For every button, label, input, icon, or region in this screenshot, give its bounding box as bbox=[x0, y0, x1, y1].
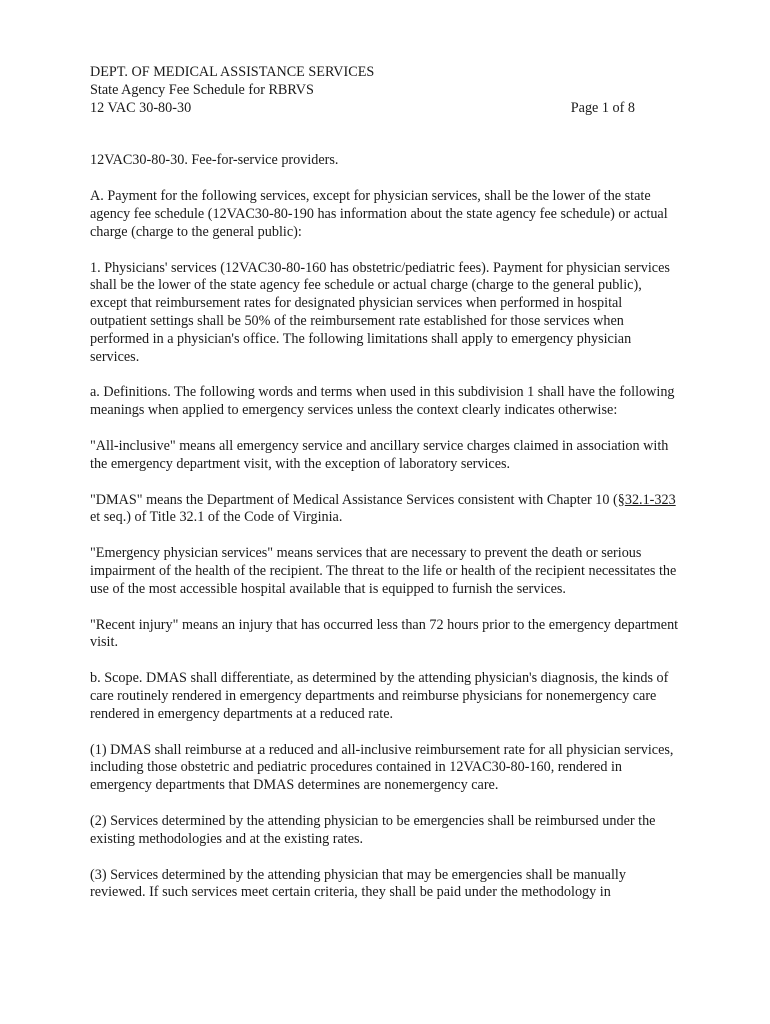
paragraph-emergency-services: "Emergency physician services" means services that are necessary to prevent the death or serious impairment of the health of the recipient. The threat to the life or health of the recipient necessitates the use of the most accessible hospital available that is equipped to furnish the services. bbox=[90, 545, 677, 597]
dmas-text-after: et seq.) of Title 32.1 of the Code of Virginia. bbox=[90, 509, 343, 526]
code-section-link[interactable]: 32.1-323 bbox=[624, 491, 676, 508]
section-title: 12VAC30-80-30. Fee-for-service providers. bbox=[90, 152, 339, 169]
header-department: DEPT. OF MEDICAL ASSISTANCE SERVICES bbox=[90, 64, 375, 80]
paragraph-a: A. Payment for the following services, except for physician services, shall be the lower of the state agency fee schedule (12VAC30-80-190 has information about the state agency fee schedule) or actual charge (charge to the general public): bbox=[90, 188, 668, 240]
paragraph-dmas bbox=[90, 492, 680, 528]
paragraph-definitions: a. Definitions. The following words and terms when used in this subdivision 1 shall have the following meanings when applied to emergency services unless the context clearly indicates otherwise: bbox=[90, 384, 675, 419]
paragraph-item-3: (3) Services determined by the attending physician that may be emergencies shall be manually reviewed. If such services meet certain criteria, they shall be paid under the methodology in bbox=[90, 866, 626, 901]
paragraph-scope: b. Scope. DMAS shall differentiate, as determined by the attending physician's diagnosis, the kinds of care routinely rendered in emergency departments and reimburse physicians for nonemergency care rendered in emergency departments at a reduced rate. bbox=[90, 670, 669, 722]
paragraph-item-2: (2) Services determined by the attending physician to be emergencies shall be reimbursed under the existing methodologies and at the existing rates. bbox=[90, 812, 656, 847]
header-schedule-title: State Agency Fee Schedule for RBRVS bbox=[90, 81, 314, 98]
paragraph-item-1: (1) DMAS shall reimburse at a reduced and all-inclusive reimbursement rate for all physician services, including those obstetric and pediatric procedures contained in 12VAC30-80-160, rendered in emergency departments that DMAS determines are nonemergency care. bbox=[90, 741, 674, 794]
document-page bbox=[90, 64, 680, 902]
page-number: Page 1 of 8 bbox=[570, 99, 635, 116]
paragraph-recent-injury: "Recent injury" means an injury that has occurred less than 72 hours prior to the emergency department visit. bbox=[90, 616, 679, 651]
paragraph-1: 1. Physicians' services (12VAC30-80-160 has obstetric/pediatric fees). Payment for physician services shall be the lower of the state agency fee schedule or actual charge (charge to the general public), except that reimbursement rates for designated physician services when performed in hospital outpatient settings shall be 50% of the reimbursement rate established for those services when performed in a physician's office. The following limitations shall apply to emergency physician services. bbox=[90, 259, 670, 365]
paragraph-all-inclusive: "All-inclusive" means all emergency service and ancillary service charges claimed in association with the emergency department visit, with the exception of laboratory services. bbox=[90, 437, 669, 472]
header-regulation-number: 12 VAC 30-80-30 bbox=[90, 99, 192, 116]
header-row bbox=[90, 100, 635, 118]
dmas-text-before: "DMAS" means the Department of Medical Assistance Services consistent with Chapter 10 (§ bbox=[90, 491, 625, 508]
